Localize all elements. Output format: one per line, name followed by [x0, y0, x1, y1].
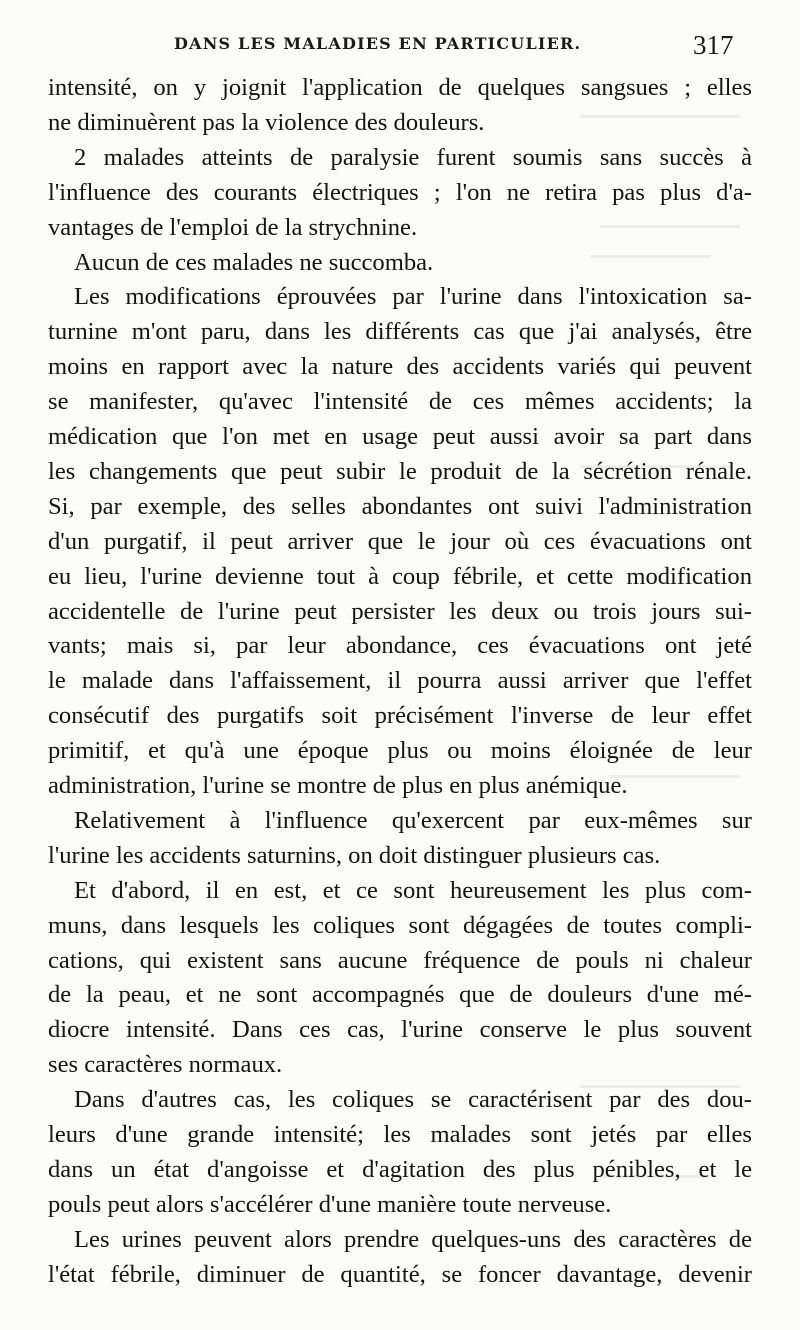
text-line: leurs d'une grande intensité; les malades sont jetés par elles: [48, 1121, 752, 1148]
text-line: médication que l'on met en usage peut aussi avoir sa part dans: [48, 423, 752, 450]
text-line: turnine m'ont paru, dans les différents cas que j'ai analysés, être: [48, 318, 752, 346]
text-line: eu lieu, l'urine devienne tout à coup fébrile, et cette modification: [48, 562, 752, 590]
text-line: l'influence des courants électriques ; l'on ne retira pas plus d'a-: [48, 178, 752, 206]
text-line: pouls peut alors s'accélérer d'une manière toute nerveuse.: [48, 1190, 612, 1218]
text-line: cations, qui existent sans aucune fréquence de pouls ni chaleur: [48, 946, 752, 974]
text-line: vants; mais si, par leur abondance, ces évacuations ont jeté: [48, 632, 752, 660]
text-line: diocre intensité. Dans ces cas, l'urine conserve le plus souvent: [48, 1016, 752, 1044]
text-line: dans un état d'angoisse et d'agitation des plus pénibles, et le: [48, 1155, 752, 1183]
text-line: Aucun de ces malades ne succomba.: [74, 248, 434, 276]
text-line: primitif, et qu'à une époque plus ou moins éloignée de leur: [48, 737, 752, 765]
text-line: Et d'abord, il en est, et ce sont heureusement les plus com-: [74, 876, 752, 904]
text-line: Les modifications éprouvées par l'urine dans l'intoxication sa-: [74, 283, 752, 311]
text-line: 2 malades atteints de paralysie furent soumis sans succès à: [74, 143, 752, 171]
text-line: ne diminuèrent pas la violence des douleurs.: [48, 108, 485, 136]
text-line: vantages de l'emploi de la strychnine.: [48, 213, 418, 241]
text-line: d'un purgatif, il peut arriver que le jour où ces évacuations ont: [48, 527, 752, 555]
text-line: moins en rapport avec la nature des accidents variés qui peuvent: [48, 353, 752, 381]
text-line: intensité, on y joignit l'application de quelques sangsues ; elles: [48, 74, 752, 101]
text-line: les changements que peut subir le produit de la sécrétion rénale.: [48, 457, 752, 485]
page-number: 317: [693, 30, 734, 60]
text-line: muns, dans lesquels les coliques sont dégagées de toutes compli-: [48, 911, 752, 939]
text-line: se manifester, qu'avec l'intensité de ces mêmes accidents; la: [48, 388, 752, 416]
text-line: de la peau, et ne sont accompagnés que de douleurs d'une mé-: [48, 981, 752, 1009]
text-line: ses caractères normaux.: [48, 1051, 283, 1079]
text-line: Les urines peuvent alors prendre quelques-uns des caractères de: [74, 1225, 752, 1253]
text-line: l'état fébrile, diminuer de quantité, se foncer davantage, devenir: [48, 1260, 752, 1288]
text-line: Dans d'autres cas, les coliques se caractérisent par des dou-: [74, 1086, 752, 1114]
text-line: l'urine les accidents saturnins, on doit distinguer plusieurs cas.: [48, 841, 661, 869]
text-line: accidentelle de l'urine peut persister les deux ou trois jours sui-: [48, 597, 752, 625]
text-line: Relativement à l'influence qu'exercent par eux-mêmes sur: [74, 806, 752, 834]
text-line: administration, l'urine se montre de plus en plus anémique.: [48, 772, 628, 799]
text-line: consécutif des purgatifs soit précisément l'inverse de leur effet: [48, 702, 752, 730]
running-head: DANS LES MALADIES EN PARTICULIER.: [174, 34, 582, 53]
text-line: Si, par exemple, des selles abondantes ont suivi l'administration: [48, 492, 752, 520]
text-line: le malade dans l'affaissement, il pourra aussi arriver que l'effet: [48, 667, 752, 695]
